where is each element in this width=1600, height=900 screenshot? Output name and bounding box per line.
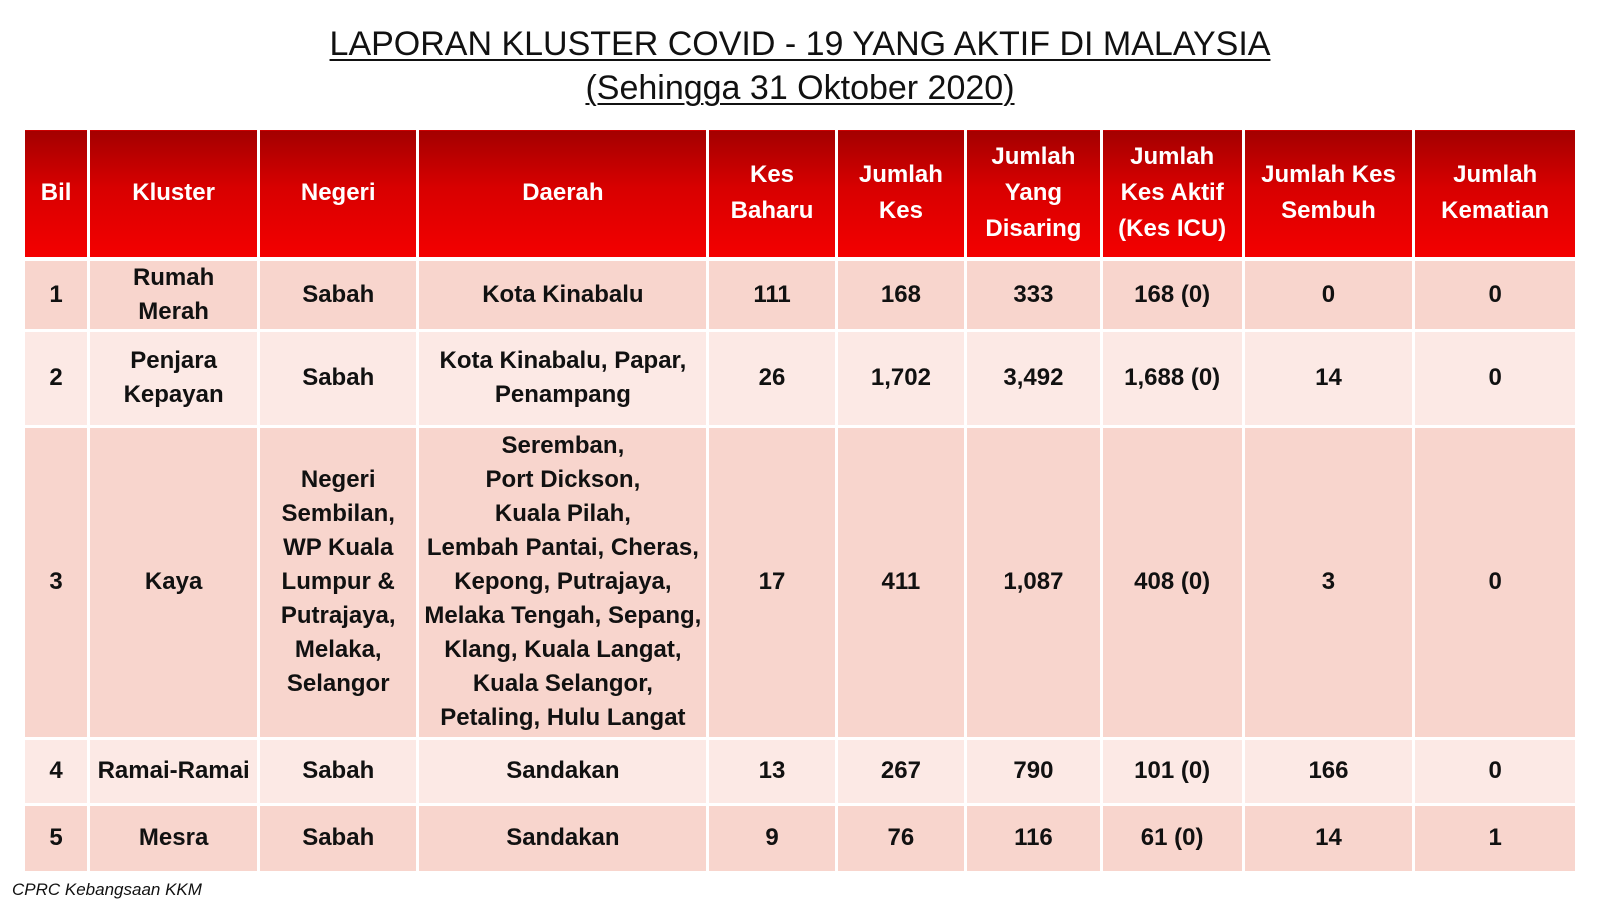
cell-daerah: Kota Kinabalu, Papar, Penampang (418, 330, 708, 426)
header-bil: Bil (24, 129, 89, 259)
cell-kes-sembuh: 14 (1243, 330, 1414, 426)
cell-kes-aktif: 168 (0) (1101, 259, 1243, 331)
cell-daerah: Seremban, Port Dickson, Kuala Pilah, Lembah Pantai, Cheras, Kepong, Putrajaya, Melaka Tengah, Sepang, Klang, Kuala Langat, Kuala Selangor, Petaling, Hulu Langat (418, 426, 708, 738)
cell-kluster: Ramai-Ramai (89, 738, 259, 804)
cell-kematian: 1 (1414, 804, 1577, 872)
title-line-2: (Sehingga 31 Oktober 2020) (585, 69, 1015, 107)
cell-kluster: Kaya (89, 426, 259, 738)
cell-jumlah-disaring: 3,492 (966, 330, 1102, 426)
cell-kes-baharu: 9 (708, 804, 836, 872)
cell-kes-sembuh: 14 (1243, 804, 1414, 872)
cell-jumlah-disaring: 1,087 (966, 426, 1102, 738)
cell-kematian: 0 (1414, 426, 1577, 738)
cell-kes-baharu: 26 (708, 330, 836, 426)
table-row (24, 426, 1577, 738)
cell-kes-aktif: 408 (0) (1101, 426, 1243, 738)
header-jumlah-disaring: Jumlah Yang Disaring (966, 129, 1102, 259)
cell-jumlah-kes: 168 (836, 259, 965, 331)
header-kes-aktif: Jumlah Kes Aktif (Kes ICU) (1101, 129, 1243, 259)
header-kematian: Jumlah Kematian (1414, 129, 1577, 259)
header-daerah: Daerah (418, 129, 708, 259)
cell-jumlah-kes: 267 (836, 738, 965, 804)
cell-jumlah-disaring: 333 (966, 259, 1102, 331)
cell-kluster: Rumah Merah (89, 259, 259, 331)
source-footnote: CPRC Kebangsaan KKM (12, 880, 202, 899)
cell-daerah: Sandakan (418, 738, 708, 804)
cell-bil: 3 (24, 426, 89, 738)
cell-negeri: Negeri Sembilan, WP Kuala Lumpur & Putrajaya, Melaka, Selangor (259, 426, 418, 738)
cell-bil: 1 (24, 259, 89, 331)
cell-kes-sembuh: 0 (1243, 259, 1414, 331)
header-negeri: Negeri (259, 129, 418, 259)
cell-kes-aktif: 1,688 (0) (1101, 330, 1243, 426)
cell-negeri: Sabah (259, 738, 418, 804)
cell-kes-sembuh: 166 (1243, 738, 1414, 804)
header-kes-baharu: Kes Baharu (708, 129, 836, 259)
header-kes-sembuh: Jumlah Kes Sembuh (1243, 129, 1414, 259)
table-row (24, 804, 1577, 872)
table-row (24, 330, 1577, 426)
cell-kes-aktif: 101 (0) (1101, 738, 1243, 804)
header-kluster: Kluster (89, 129, 259, 259)
cell-kes-baharu: 111 (708, 259, 836, 331)
cell-kematian: 0 (1414, 738, 1577, 804)
cell-jumlah-kes: 411 (836, 426, 965, 738)
cell-jumlah-kes: 1,702 (836, 330, 965, 426)
report-title (0, 22, 1600, 110)
cell-jumlah-disaring: 790 (966, 738, 1102, 804)
table-header-row (24, 129, 1577, 259)
title-line-1: LAPORAN KLUSTER COVID - 19 YANG AKTIF DI MALAYSIA (329, 25, 1271, 63)
table-row (24, 738, 1577, 804)
cell-kes-baharu: 13 (708, 738, 836, 804)
cell-kluster: Mesra (89, 804, 259, 872)
cell-kes-aktif: 61 (0) (1101, 804, 1243, 872)
cell-daerah: Sandakan (418, 804, 708, 872)
cell-kes-baharu: 17 (708, 426, 836, 738)
cell-kluster: Penjara Kepayan (89, 330, 259, 426)
cell-bil: 5 (24, 804, 89, 872)
cell-kematian: 0 (1414, 259, 1577, 331)
cluster-table (22, 127, 1578, 874)
cell-bil: 2 (24, 330, 89, 426)
header-jumlah-kes: Jumlah Kes (836, 129, 965, 259)
cell-kematian: 0 (1414, 330, 1577, 426)
cell-bil: 4 (24, 738, 89, 804)
cell-jumlah-kes: 76 (836, 804, 965, 872)
cell-negeri: Sabah (259, 330, 418, 426)
cell-negeri: Sabah (259, 259, 418, 331)
cell-kes-sembuh: 3 (1243, 426, 1414, 738)
cell-negeri: Sabah (259, 804, 418, 872)
table-row (24, 259, 1577, 331)
cell-jumlah-disaring: 116 (966, 804, 1102, 872)
cell-daerah: Kota Kinabalu (418, 259, 708, 331)
